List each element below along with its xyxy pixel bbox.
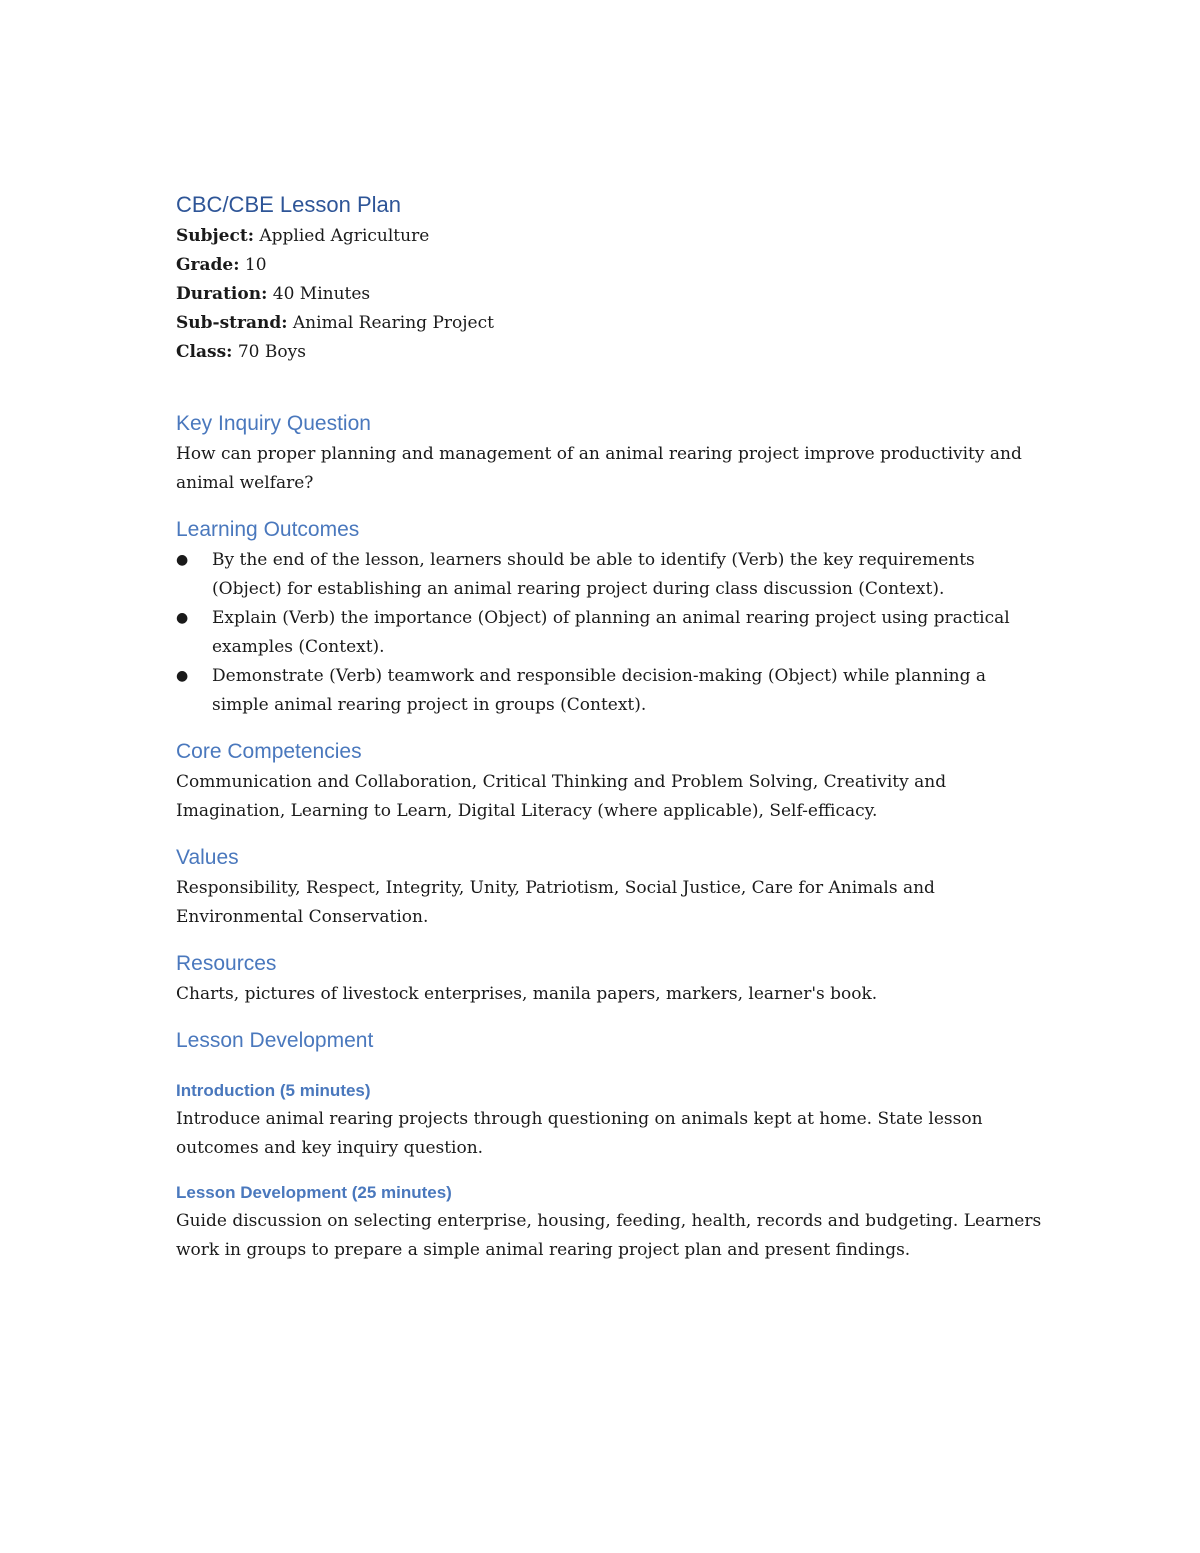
list-item [176, 662, 1046, 720]
list-item [176, 546, 1046, 604]
meta-label: Grade: [176, 255, 240, 275]
values-text: Responsibility, Respect, Integrity, Unity, Patriotism, Social Justice, Care for Animals and Environmental Conservation. [176, 878, 935, 927]
spacer [176, 1009, 1046, 1025]
values-section [176, 842, 1046, 932]
meta-grade [176, 251, 1046, 280]
spacer [176, 1163, 1046, 1179]
core-competencies-text: Communication and Collaboration, Critical Thinking and Problem Solving, Creativity and Imagination, Learning to Learn, Digital Literacy (where applicable), Self-efficacy. [176, 772, 947, 821]
section-heading: Key Inquiry Question [176, 412, 371, 435]
core-competencies-section [176, 736, 1046, 826]
meta-label: Subject: [176, 226, 254, 246]
spacer [176, 498, 1046, 514]
meta-value: 70 Boys [237, 342, 306, 362]
meta-sub-strand [176, 309, 1046, 338]
outcome-text: By the end of the lesson, learners should be able to identify (Verb) the key requirements (Object) for establishing an animal rearing project during class discussion (Context). [212, 550, 975, 599]
section-heading: Lesson Development [176, 1029, 374, 1052]
page-title: CBC/CBE Lesson Plan [176, 192, 401, 217]
bullet-icon: ● [176, 552, 189, 568]
spacer [176, 932, 1046, 948]
list-item [176, 604, 1046, 662]
meta-label: Duration: [176, 284, 268, 304]
introduction-text: Introduce animal rearing projects through questioning on animals kept at home. State lesson outcomes and key inquiry question. [176, 1109, 983, 1158]
outcome-text: Explain (Verb) the importance (Object) of planning an animal rearing project using practical examples (Context). [212, 608, 1010, 657]
spacer [176, 1057, 1046, 1077]
meta-label: Sub-strand: [176, 313, 288, 333]
subsection-heading: Introduction (5 minutes) [176, 1081, 371, 1100]
meta-duration [176, 280, 1046, 309]
key-inquiry-text: How can proper planning and management of an animal rearing project improve productivity and animal welfare? [176, 444, 1022, 493]
section-heading: Resources [176, 952, 277, 975]
bullet-icon: ● [176, 668, 189, 684]
meta-value: Animal Rearing Project [292, 313, 494, 333]
section-heading: Learning Outcomes [176, 518, 360, 541]
meta-class [176, 338, 1046, 367]
outcome-text: Demonstrate (Verb) teamwork and responsible decision-making (Object) while planning a simple animal rearing project in groups (Context). [212, 666, 987, 715]
meta-value: 10 [244, 255, 267, 275]
document-content [176, 188, 1046, 1265]
subsection-heading: Lesson Development (25 minutes) [176, 1183, 452, 1202]
spacer [176, 826, 1046, 842]
key-inquiry-section [176, 408, 1046, 498]
learning-outcomes-section [176, 514, 1046, 720]
meta-value: 40 Minutes [272, 284, 371, 304]
spacer [176, 367, 1046, 408]
outcomes-list [176, 546, 1046, 720]
resources-section [176, 948, 1046, 1009]
development-text: Guide discussion on selecting enterprise, housing, feeding, health, records and budgeting. Learners work in groups to prepare a simple animal rearing project plan and present findings. [176, 1211, 1042, 1260]
meta-label: Class: [176, 342, 233, 362]
section-heading: Values [176, 846, 239, 869]
meta-value: Applied Agriculture [259, 226, 430, 246]
resources-text: Charts, pictures of livestock enterprises, manila papers, markers, learner's book. [176, 984, 878, 1004]
section-heading: Core Competencies [176, 740, 362, 763]
lesson-meta [176, 222, 1046, 367]
lesson-development-section [176, 1025, 1046, 1265]
spacer [176, 720, 1046, 736]
bullet-icon: ● [176, 610, 189, 626]
meta-subject [176, 222, 1046, 251]
